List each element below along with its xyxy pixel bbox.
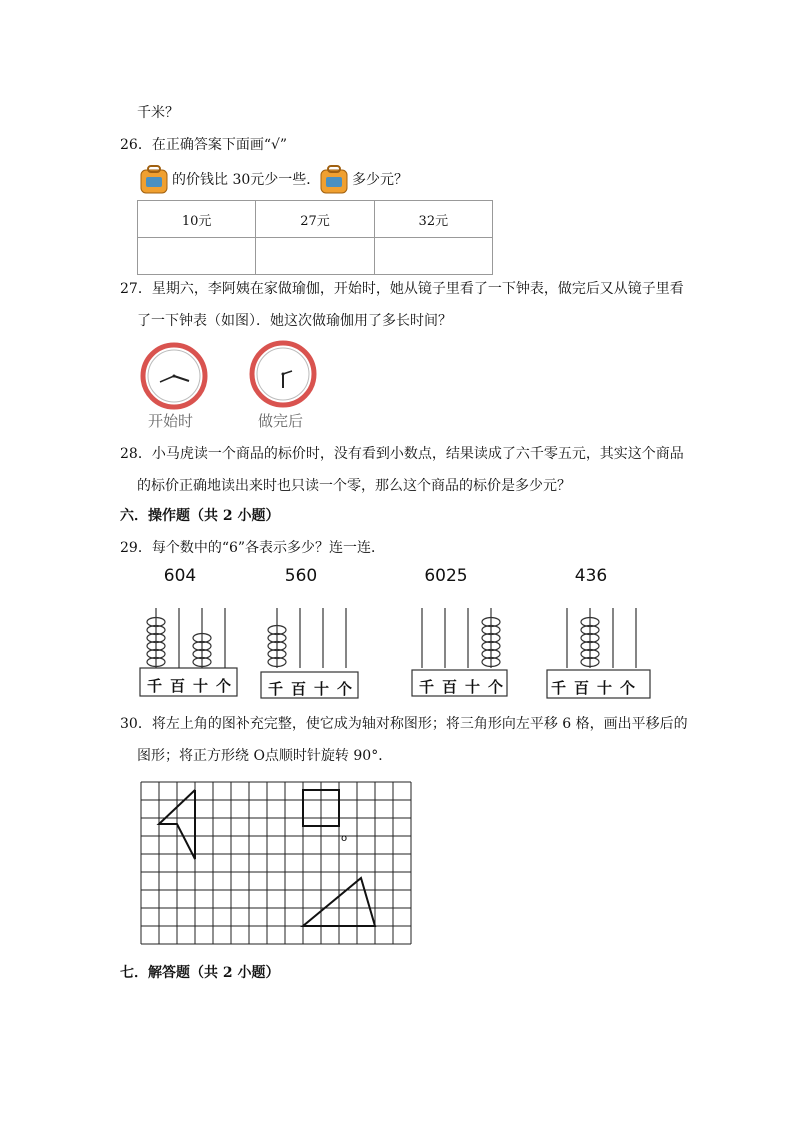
place-labels-2: 千百十个 (268, 680, 361, 698)
backpack-icon (138, 165, 170, 195)
point-o-label: o (341, 833, 348, 844)
place-labels-4: 千百十个 (551, 679, 644, 697)
abacus-number: 560 (284, 566, 318, 586)
backpack-icon (318, 165, 350, 195)
q27-line2: 了一下钟表（如图）．她这次做瑜伽用了多长时间？ (137, 313, 452, 329)
abacus-number: 604 (163, 566, 197, 586)
clock-start (140, 342, 208, 410)
option-cell: 27元 (256, 201, 374, 238)
abacus-number: 6025 (424, 566, 468, 586)
q27-line1: 27．星期六，李阿姨在家做瑜伽，开始时，她从镜子里看了一下钟表，做完后又从镜子里看 (120, 281, 684, 297)
q26-prompt: 26．在正确答案下面画“√” (120, 137, 288, 153)
q29-prompt: 29．每个数中的“6”各表示多少？连一连． (120, 540, 386, 556)
answer-cell[interactable] (374, 238, 492, 275)
q30-line1: 30．将左上角的图补充完整，使它成为轴对称图形；将三角形向左平移 6 格，画出平移后的 (120, 716, 688, 732)
table-row (138, 201, 493, 238)
q30-line2: 图形；将正方形绕 O点顺时针旋转 90°． (137, 748, 393, 764)
clock-start-label: 开始时 (148, 412, 194, 430)
clock-end-label: 做完后 (258, 412, 304, 430)
section-seven-heading: 七．解答题（共 2 小题） (120, 965, 280, 981)
answer-cell[interactable] (256, 238, 374, 275)
answer-cell[interactable] (138, 238, 256, 275)
option-cell: 10元 (138, 201, 256, 238)
q26-text-a: 的价钱比 30元少一些． (172, 172, 321, 188)
q26-text-b: 多少元？ (352, 172, 408, 188)
grid-figure (140, 778, 416, 946)
q28-line2: 的标价正确地读出来时也只读一个零，那么这个商品的标价是多少元？ (137, 478, 571, 494)
section-six-heading: 六．操作题（共 2 小题） (120, 508, 280, 524)
q25-tail: 千米？ (137, 105, 179, 121)
table-row (138, 238, 493, 275)
clock-end (249, 340, 317, 408)
place-labels-1: 千百十个 (147, 677, 240, 695)
q26-answer-table (137, 200, 493, 275)
abacus-number: 436 (574, 566, 608, 586)
q28-line1: 28．小马虎读一个商品的标价时，没有看到小数点，结果读成了六千零五元，其实这个商品 (120, 446, 684, 462)
option-cell: 32元 (374, 201, 492, 238)
place-labels-3: 千百十个 (419, 678, 512, 696)
